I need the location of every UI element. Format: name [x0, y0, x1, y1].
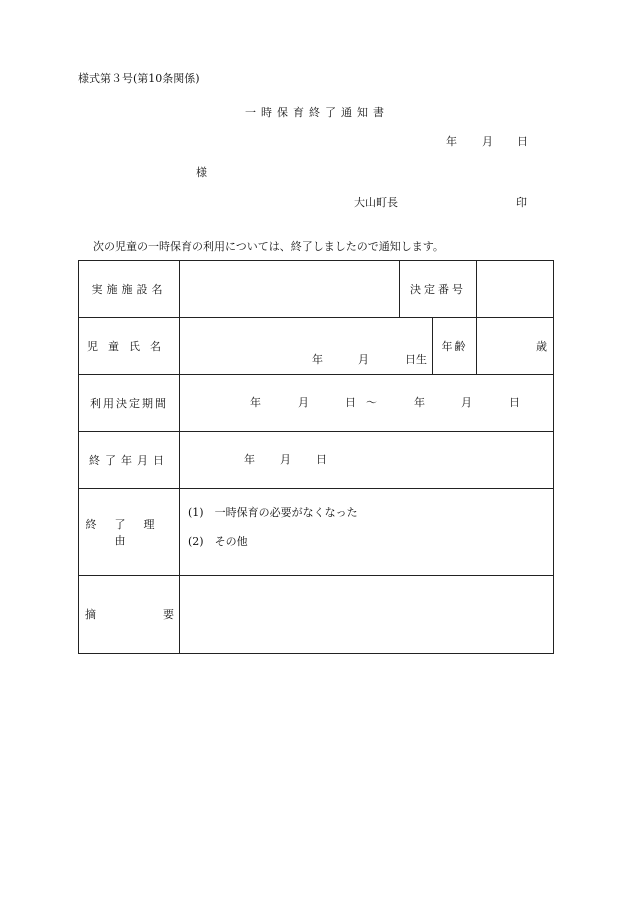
addressee-suffix: 様 [196, 166, 207, 179]
document-title: 一時保育終了通知書 [245, 106, 389, 119]
date-day: 日 [517, 135, 528, 148]
row-remarks [79, 576, 554, 654]
remarks-label-a: 摘 [85, 608, 96, 621]
remarks-label [79, 576, 180, 654]
period-label: 利用決定期間 [79, 375, 180, 432]
age-unit: 歳 [477, 318, 554, 375]
row-end-date [79, 432, 554, 489]
period-tilde: ～ [366, 396, 377, 409]
birth-month: 月 [358, 353, 369, 366]
notice-table [78, 260, 554, 654]
intro-text: 次の児童の一時保育の利用については、終了しましたので通知します。 [93, 240, 444, 253]
birth-day: 日生 [405, 353, 427, 366]
period-start-day: 日 [345, 396, 356, 409]
birth-year: 年 [312, 353, 323, 366]
remarks-value [180, 576, 554, 654]
period-start-year: 年 [250, 396, 261, 409]
end-date-label: 終了年月日 [79, 432, 180, 489]
reason-value [180, 489, 554, 576]
decision-number-label: 決定番号 [400, 261, 477, 318]
facility-label: 実施施設名 [79, 261, 180, 318]
date-month: 月 [482, 135, 493, 148]
seal-mark: 印 [516, 196, 527, 209]
reason-item-1: (1) 一時保育の必要がなくなった [188, 506, 358, 519]
end-year: 年 [244, 453, 255, 466]
form-number: 様式第３号(第10条関係) [78, 72, 200, 85]
period-end-year: 年 [414, 396, 425, 409]
row-reason [79, 489, 554, 576]
row-child [79, 318, 554, 375]
remarks-label-b: 要 [163, 608, 174, 621]
end-month: 月 [280, 453, 291, 466]
child-name-value [180, 318, 433, 375]
period-end-month: 月 [461, 396, 472, 409]
period-start-month: 月 [298, 396, 309, 409]
end-day: 日 [316, 453, 327, 466]
facility-value [180, 261, 400, 318]
row-period [79, 375, 554, 432]
period-value [180, 375, 554, 432]
age-label: 年齢 [433, 318, 477, 375]
period-end-day: 日 [509, 396, 520, 409]
row-facility [79, 261, 554, 318]
reason-label: 終了理由 [79, 489, 180, 576]
reason-item-2: (2) その他 [188, 535, 248, 548]
child-name-label: 児童氏名 [79, 318, 180, 375]
end-date-value [180, 432, 554, 489]
decision-number-value [477, 261, 554, 318]
date-year: 年 [446, 135, 457, 148]
issuer-name: 大山町長 [354, 196, 398, 209]
